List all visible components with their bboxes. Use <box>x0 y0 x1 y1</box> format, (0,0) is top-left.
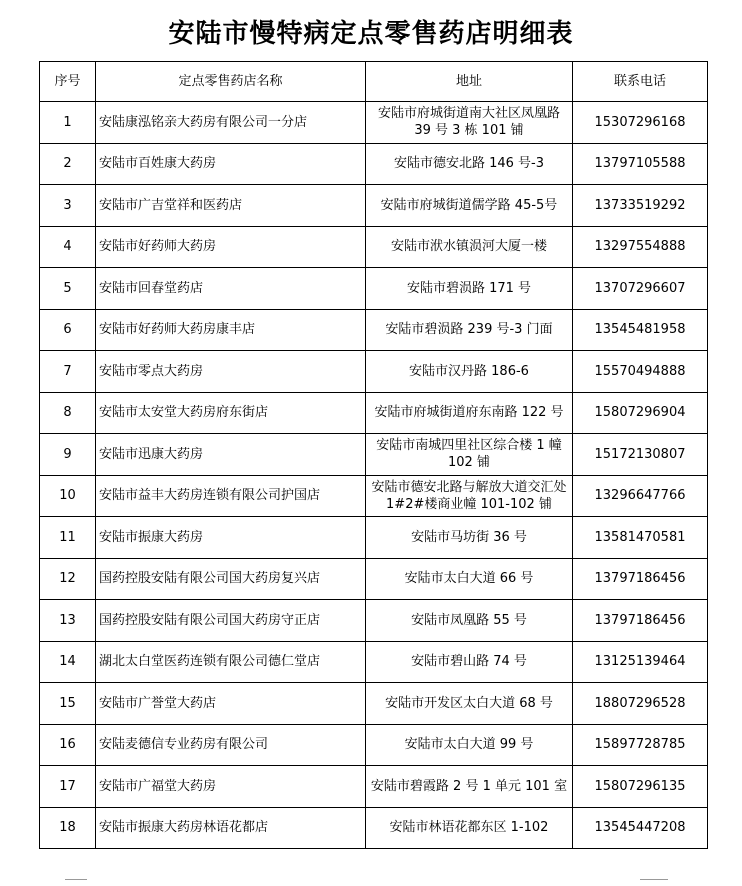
cell-phone: 15807296135 <box>573 766 708 808</box>
cell-address: 安陆市碧霞路 2 号 1 单元 101 室 <box>366 766 573 808</box>
cell-phone: 13545481958 <box>573 309 708 351</box>
cell-phone: 13581470581 <box>573 517 708 559</box>
table-row <box>40 517 708 559</box>
cell-no: 16 <box>40 724 96 766</box>
cell-address: 安陆市德安北路 146 号-3 <box>366 143 573 185</box>
cell-no: 11 <box>40 517 96 559</box>
cell-address: 安陆市开发区太白大道 68 号 <box>366 683 573 725</box>
cell-phone: 13733519292 <box>573 185 708 227</box>
table-row <box>40 226 708 268</box>
cell-address: 安陆市府城街道儒学路 45-5号 <box>366 185 573 227</box>
cell-no: 5 <box>40 268 96 310</box>
cell-no: 15 <box>40 683 96 725</box>
cell-no: 10 <box>40 475 96 517</box>
cell-address: 安陆市南城四里社区综合楼 1 幢 102 铺 <box>366 434 573 476</box>
cell-phone: 13797186456 <box>573 558 708 600</box>
cell-phone: 13297554888 <box>573 226 708 268</box>
cell-name: 安陆市好药师大药房康丰店 <box>96 309 366 351</box>
cell-address: 安陆市太白大道 66 号 <box>366 558 573 600</box>
cell-name: 湖北太白堂医药连锁有限公司德仁堂店 <box>96 641 366 683</box>
cell-address: 安陆市马坊街 36 号 <box>366 517 573 559</box>
cell-name: 安陆康泓铭亲大药房有限公司一分店 <box>96 102 366 144</box>
cell-no: 7 <box>40 351 96 393</box>
cell-name: 安陆市好药师大药房 <box>96 226 366 268</box>
cell-no: 1 <box>40 102 96 144</box>
header-name: 定点零售药店名称 <box>96 62 366 102</box>
cell-no: 8 <box>40 392 96 434</box>
cell-name: 安陆市回春堂药店 <box>96 268 366 310</box>
pharmacy-table <box>39 61 708 849</box>
table-row <box>40 143 708 185</box>
cell-name: 安陆市广誉堂大药店 <box>96 683 366 725</box>
cell-phone: 15307296168 <box>573 102 708 144</box>
cell-address: 安陆市凤凰路 55 号 <box>366 600 573 642</box>
cell-name: 安陆市太安堂大药房府东街店 <box>96 392 366 434</box>
cell-name: 安陆市迅康大药房 <box>96 434 366 476</box>
cell-address: 安陆市太白大道 99 号 <box>366 724 573 766</box>
cell-address: 安陆市府城街道府东南路 122 号 <box>366 392 573 434</box>
header-phone: 联系电话 <box>573 62 708 102</box>
table-row <box>40 641 708 683</box>
cell-no: 9 <box>40 434 96 476</box>
cell-no: 6 <box>40 309 96 351</box>
cell-address: 安陆市洑水镇涢河大厦一楼 <box>366 226 573 268</box>
table-row <box>40 807 708 849</box>
cell-name: 安陆市振康大药房林语花都店 <box>96 807 366 849</box>
cell-phone: 15897728785 <box>573 724 708 766</box>
cell-no: 17 <box>40 766 96 808</box>
cell-name: 安陆麦德信专业药房有限公司 <box>96 724 366 766</box>
cell-no: 14 <box>40 641 96 683</box>
table-header-row <box>40 62 708 102</box>
cell-address: 安陆市德安北路与解放大道交汇处 1#2#楼商业幢 101-102 铺 <box>366 475 573 517</box>
cell-phone: 13296647766 <box>573 475 708 517</box>
cell-phone: 15172130807 <box>573 434 708 476</box>
cell-name: 国药控股安陆有限公司国大药房守正店 <box>96 600 366 642</box>
cell-name: 安陆市益丰大药房连锁有限公司护国店 <box>96 475 366 517</box>
cell-no: 3 <box>40 185 96 227</box>
header-no: 序号 <box>40 62 96 102</box>
table-row <box>40 766 708 808</box>
cell-no: 2 <box>40 143 96 185</box>
table-row <box>40 683 708 725</box>
cell-phone: 13797105588 <box>573 143 708 185</box>
cell-name: 安陆市广福堂大药房 <box>96 766 366 808</box>
table-row <box>40 392 708 434</box>
cell-phone: 13797186456 <box>573 600 708 642</box>
table-row <box>40 434 708 476</box>
table-row <box>40 558 708 600</box>
cell-address: 安陆市碧涢路 171 号 <box>366 268 573 310</box>
cell-no: 4 <box>40 226 96 268</box>
page-title: 安陆市慢特病定点零售药店明细表 <box>168 19 574 49</box>
cell-address: 安陆市汉丹路 186-6 <box>366 351 573 393</box>
cell-name: 安陆市零点大药房 <box>96 351 366 393</box>
cell-name: 安陆市广吉堂祥和医药店 <box>96 185 366 227</box>
cell-no: 18 <box>40 807 96 849</box>
cell-address: 安陆市碧涢路 239 号-3 门面 <box>366 309 573 351</box>
header-address: 地址 <box>366 62 573 102</box>
table-row <box>40 268 708 310</box>
cell-no: 13 <box>40 600 96 642</box>
table-row <box>40 309 708 351</box>
cell-phone: 13125139464 <box>573 641 708 683</box>
table-row <box>40 351 708 393</box>
table-row <box>40 724 708 766</box>
table-row <box>40 600 708 642</box>
cell-address: 安陆市府城街道南大社区凤凰路 39 号 3 栋 101 铺 <box>366 102 573 144</box>
table-row <box>40 475 708 517</box>
cell-phone: 18807296528 <box>573 683 708 725</box>
cell-phone: 15570494888 <box>573 351 708 393</box>
cell-name: 安陆市百姓康大药房 <box>96 143 366 185</box>
cell-address: 安陆市碧山路 74 号 <box>366 641 573 683</box>
cell-phone: 13545447208 <box>573 807 708 849</box>
cell-name: 国药控股安陆有限公司国大药房复兴店 <box>96 558 366 600</box>
table-row <box>40 185 708 227</box>
cell-name: 安陆市振康大药房 <box>96 517 366 559</box>
cell-phone: 13707296607 <box>573 268 708 310</box>
table-row <box>40 102 708 144</box>
cell-address: 安陆市林语花都东区 1-102 <box>366 807 573 849</box>
cell-phone: 15807296904 <box>573 392 708 434</box>
cell-no: 12 <box>40 558 96 600</box>
